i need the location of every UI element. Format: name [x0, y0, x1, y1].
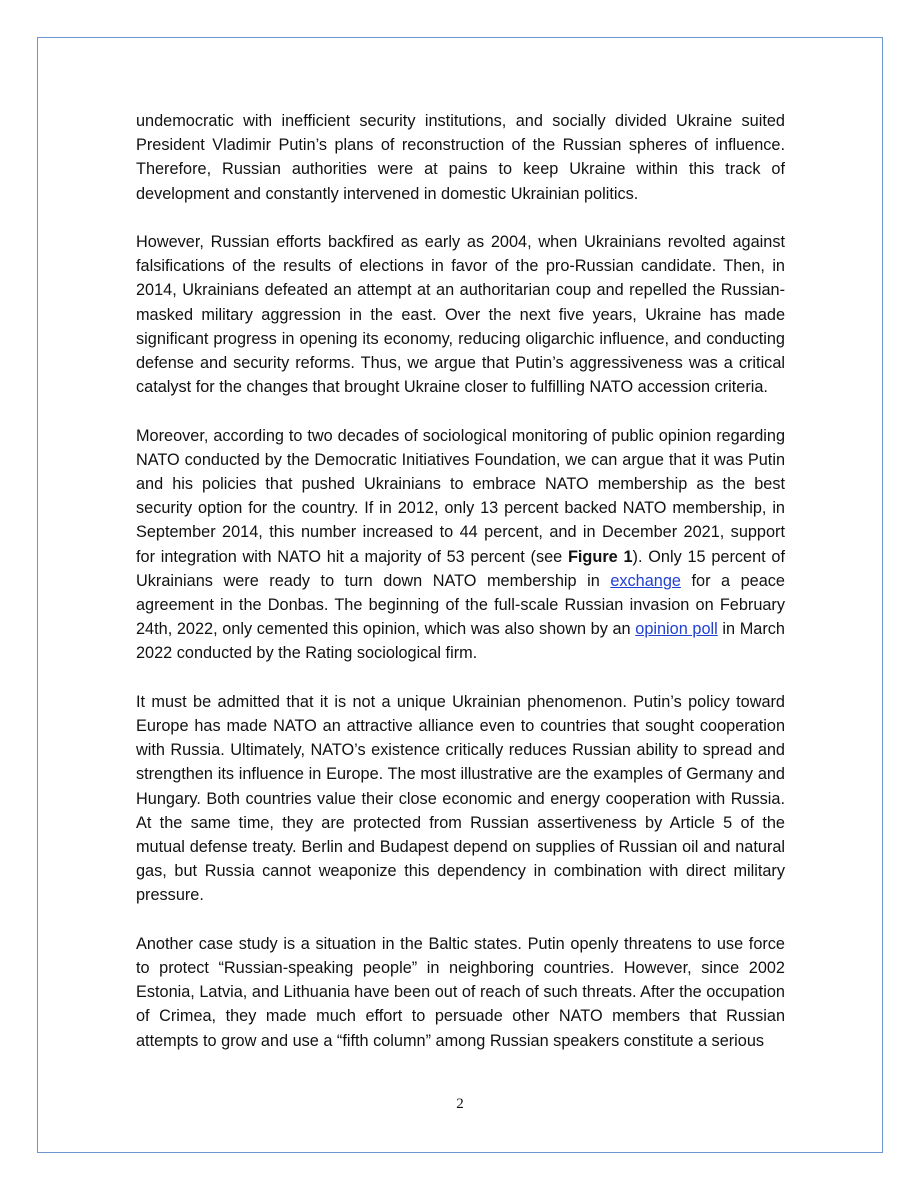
document-body	[136, 109, 785, 1077]
paragraph-3	[136, 424, 785, 666]
paragraph-5: Another case study is a situation in the Baltic states. Putin openly threatens to use force to protect “Russian-speaking people” in neighboring countries. However, since 2002 Estonia, Latvia, and Lithuania have been out of reach of such threats. After the occupation of Crimea, they made much effort to persuade other NATO members that Russian attempts to grow and use a “fifth column” among Russian speakers constitute a serious	[136, 934, 785, 1050]
paragraph-3-text-d: in March 2022 conducted by the Rating sociological firm.	[136, 620, 785, 663]
paragraph-2: However, Russian efforts backfired as early as 2004, when Ukrainians revolted against falsifications of the results of elections in favor of the pro-Russian candidate. Then, in 2014, Ukrainians defeated an attempt at an authoritarian coup and repelled the Russian-masked military aggression in the east. Over the next five years, Ukraine has made significant progress in opening its economy, reducing oligarchic influence, and conducting defense and security reforms. Thus, we argue that Putin’s aggressiveness was a critical catalyst for the changes that brought Ukraine closer to fulfilling NATO accession criteria.	[136, 233, 785, 397]
opinion-poll-link[interactable]: opinion poll	[635, 620, 718, 639]
paragraph-1: undemocratic with inefficient security institutions, and socially divided Ukraine suited President Vladimir Putin’s plans of reconstruction of the Russian spheres of influence. Therefore, Russian authorities were at pains to keep Ukraine within this track of development and constantly intervened in domestic Ukrainian politics.	[136, 112, 785, 203]
figure-reference: Figure 1	[567, 547, 633, 566]
paragraph-3-text-c: for a peace agreement in the Donbas. The beginning of the full-scale Russian invasion on February 24th, 2022, only cemented this opinion, which was also shown by an	[136, 571, 785, 639]
paragraph-3-text-b: ). Only 15 percent of Ukrainians were ready to turn down NATO membership in	[136, 547, 785, 590]
paragraph-4: It must be admitted that it is not a unique Ukrainian phenomenon. Putin’s policy toward Europe has made NATO an attractive alliance even to countries that sought cooperation with Russia. Ultimately, NATO’s existence critically reduces Russian ability to spread and strengthen its influence in Europe. The most illustrative are the examples of Germany and Hungary. Both countries value their close economic and energy cooperation with Russia. At the same time, they are protected from Russian assertiveness by Article 5 of the mutual defense treaty. Berlin and Budapest depend on supplies of Russian oil and natural gas, but Russia cannot weaponize this dependency in combination with direct military pressure.	[136, 692, 785, 905]
page-number: 2	[456, 1096, 464, 1112]
exchange-link[interactable]: exchange	[610, 571, 681, 590]
paragraph-3-text-a: Moreover, according to two decades of sociological monitoring of public opinion regarding NATO conducted by the Democratic Initiatives Foundation, we can argue that it was Putin and his policies that pushed Ukrainians to embrace NATO membership as the best security option for the country. If in 2012, only 13 percent backed NATO membership, in September 2014, this number increased to 44 percent, and in December 2021, support for integration with NATO hit a majority of 53 percent (see	[136, 426, 785, 566]
